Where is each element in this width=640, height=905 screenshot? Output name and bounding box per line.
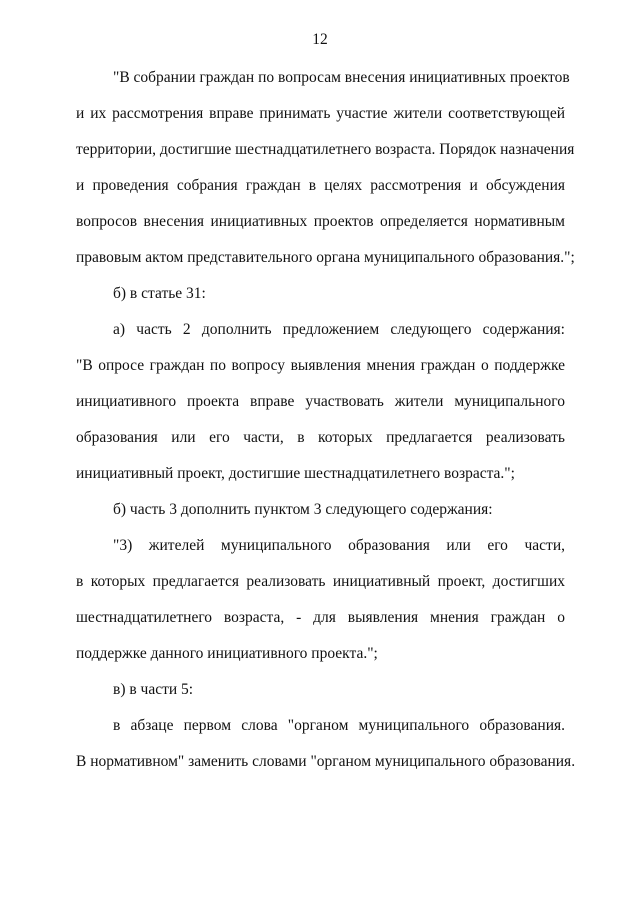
text-line: в абзаце первом слова "органом муниципального образования. <box>113 717 565 734</box>
text-line: В нормативном" заменить словами "органом муниципального образования. <box>76 753 576 770</box>
text-line: вопросов внесения инициативных проектов определяется нормативным <box>76 213 565 230</box>
text-line: а) часть 2 дополнить предложением следующего содержания: <box>113 321 565 338</box>
text-line: и их рассмотрения вправе принимать участие жители соответствующей <box>76 105 565 122</box>
text-line: поддержке данного инициативного проекта."; <box>76 645 378 662</box>
text-line: инициативного проекта вправе участвовать жители муниципального <box>76 393 565 410</box>
text-line: правовым актом представительного органа муниципального образования."; <box>76 249 575 266</box>
text-line: в которых предлагается реализовать инициативный проект, достигших <box>76 573 565 590</box>
text-line: "3) жителей муниципального образования или его части, <box>113 537 565 554</box>
page-number: 12 <box>312 31 328 48</box>
text-line: "В опросе граждан по вопросу выявления мнения граждан о поддержке <box>76 357 565 374</box>
text-line: "В собрании граждан по вопросам внесения инициативных проектов <box>113 69 570 86</box>
text-line: инициативный проект, достигшие шестнадцатилетнего возраста."; <box>76 465 515 482</box>
text-line: б) в статье 31: <box>113 285 206 302</box>
text-line: б) часть 3 дополнить пунктом 3 следующего содержания: <box>113 501 493 518</box>
text-line: и проведения собрания граждан в целях рассмотрения и обсуждения <box>76 177 565 194</box>
text-line: в) в части 5: <box>113 681 194 698</box>
text-line: территории, достигшие шестнадцатилетнего возраста. Порядок назначения <box>76 141 575 158</box>
text-line: образования или его части, в которых предлагается реализовать <box>76 429 565 446</box>
text-line: шестнадцатилетнего возраста, - для выявления мнения граждан о <box>76 609 565 626</box>
